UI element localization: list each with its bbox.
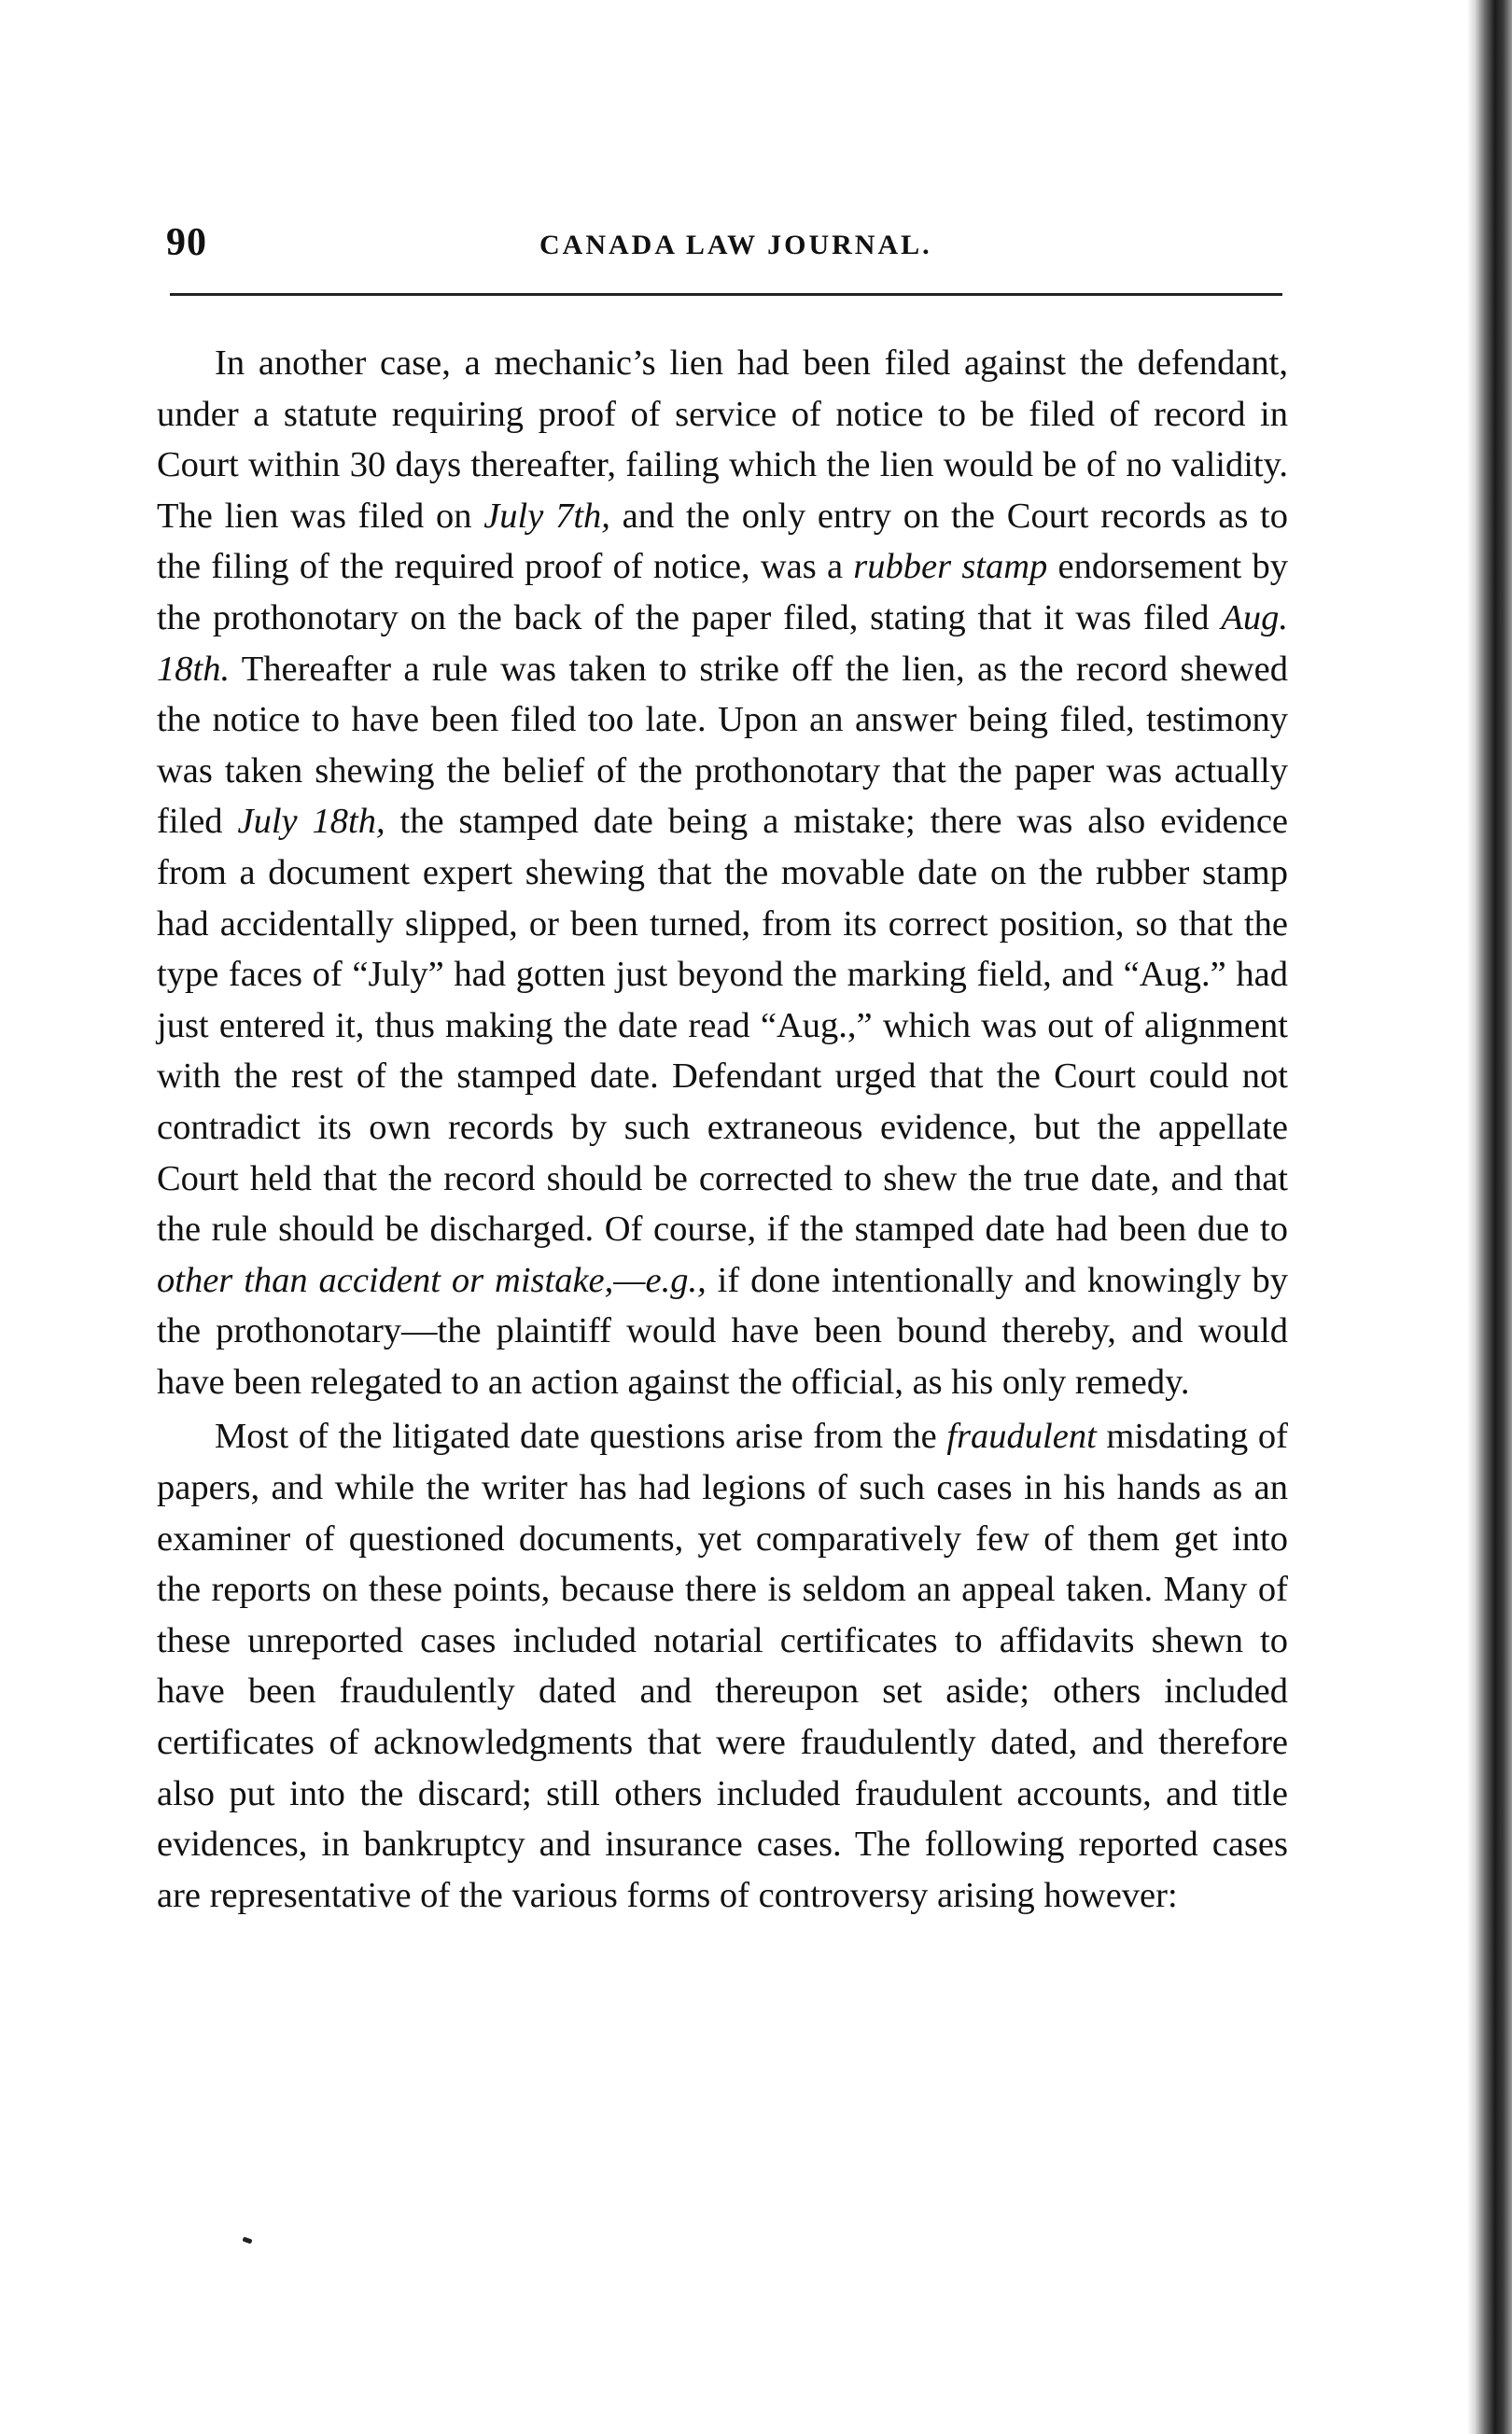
body-text: [157, 338, 1288, 1921]
paragraph-2: [157, 1411, 1288, 1921]
text-segment: Thereafter a rule was taken to strike off the lien, as the record shewed the notice to have been filed too late. Upon an answer being filed, testimony was taken shewing the belief of the prothonotary that the paper was actually filed: [157, 649, 1288, 842]
scan-speck: [242, 2236, 252, 2244]
text-segment: if done intentionally and knowingly by the prothonotary—the plaintiff would have been bound thereby, and would have been relegated to an action against the official, as his only remedy.: [157, 1260, 1288, 1402]
text-segment: endorsement by the prothonotary on the back of the paper filed, stating that it was filed: [157, 547, 1288, 637]
header-rule: [170, 293, 1282, 296]
journal-title: CANADA LAW JOURNAL.: [539, 230, 932, 260]
italic-segment: rubber stamp: [853, 547, 1048, 587]
paragraph-1: [157, 338, 1288, 1407]
text-segment: and the only entry on the Court records as to the filing of the required proof of notice, was a: [157, 496, 1288, 587]
italic-segment: Aug. 18th.: [157, 597, 1288, 689]
text-segment: misdating of papers, and while the writer has had legions of such cases in his hands as an examiner of questioned documents, yet comparatively few of them get into the reports on these points, because there is seldom an appeal taken. Many of these unreported cases included notarial certificates to affidavits shewn to have been fraudulently dated and thereupon set aside; others included certificates of acknowledgments that were fraudulently dated, and therefore also put into the discard; still others included fraudulent accounts, and title evidences, in bankruptcy and insurance cases. The following reported cases are representative of the various forms of controversy arising however:: [157, 1417, 1288, 1915]
scanned-page-edge: [1467, 0, 1512, 2434]
text-segment: the stamped date being a mistake; there was also evidence from a document expert shewing that the movable date on the rubber stamp had accidentally slipped, or been turned, from its correct position, so that the type faces of “July” had gotten just beyond the marking field, and “Aug.” had just entered it, thus making the date read “Aug.,” which was out of alignment with the rest of the stamped date. Defendant urged that the Court could not contradict its own records by such extraneous evidence, but the appellate Court held that the record should be corrected to shew the true date, and that the rule should be discharged. Of course, if the stamped date had been due to: [157, 802, 1288, 1250]
italic-segment: other than accident or mistake,—e.g.,: [157, 1260, 707, 1300]
text-segment: Most of the litigated date questions arise from the: [215, 1417, 947, 1457]
text-segment: In another case, a mechanic’s lien had been filed against the defendant, under a statute requiring proof of service of notice to be filed of record in Court within 30 days thereafter, failing which the lien would be of no validity. The lien was filed on: [157, 343, 1288, 536]
italic-segment: fraudulent: [946, 1417, 1097, 1457]
italic-segment: July 7th,: [483, 496, 610, 536]
italic-segment: July 18th,: [237, 802, 385, 842]
running-header: [166, 217, 1282, 273]
page-number: 90: [166, 221, 207, 264]
